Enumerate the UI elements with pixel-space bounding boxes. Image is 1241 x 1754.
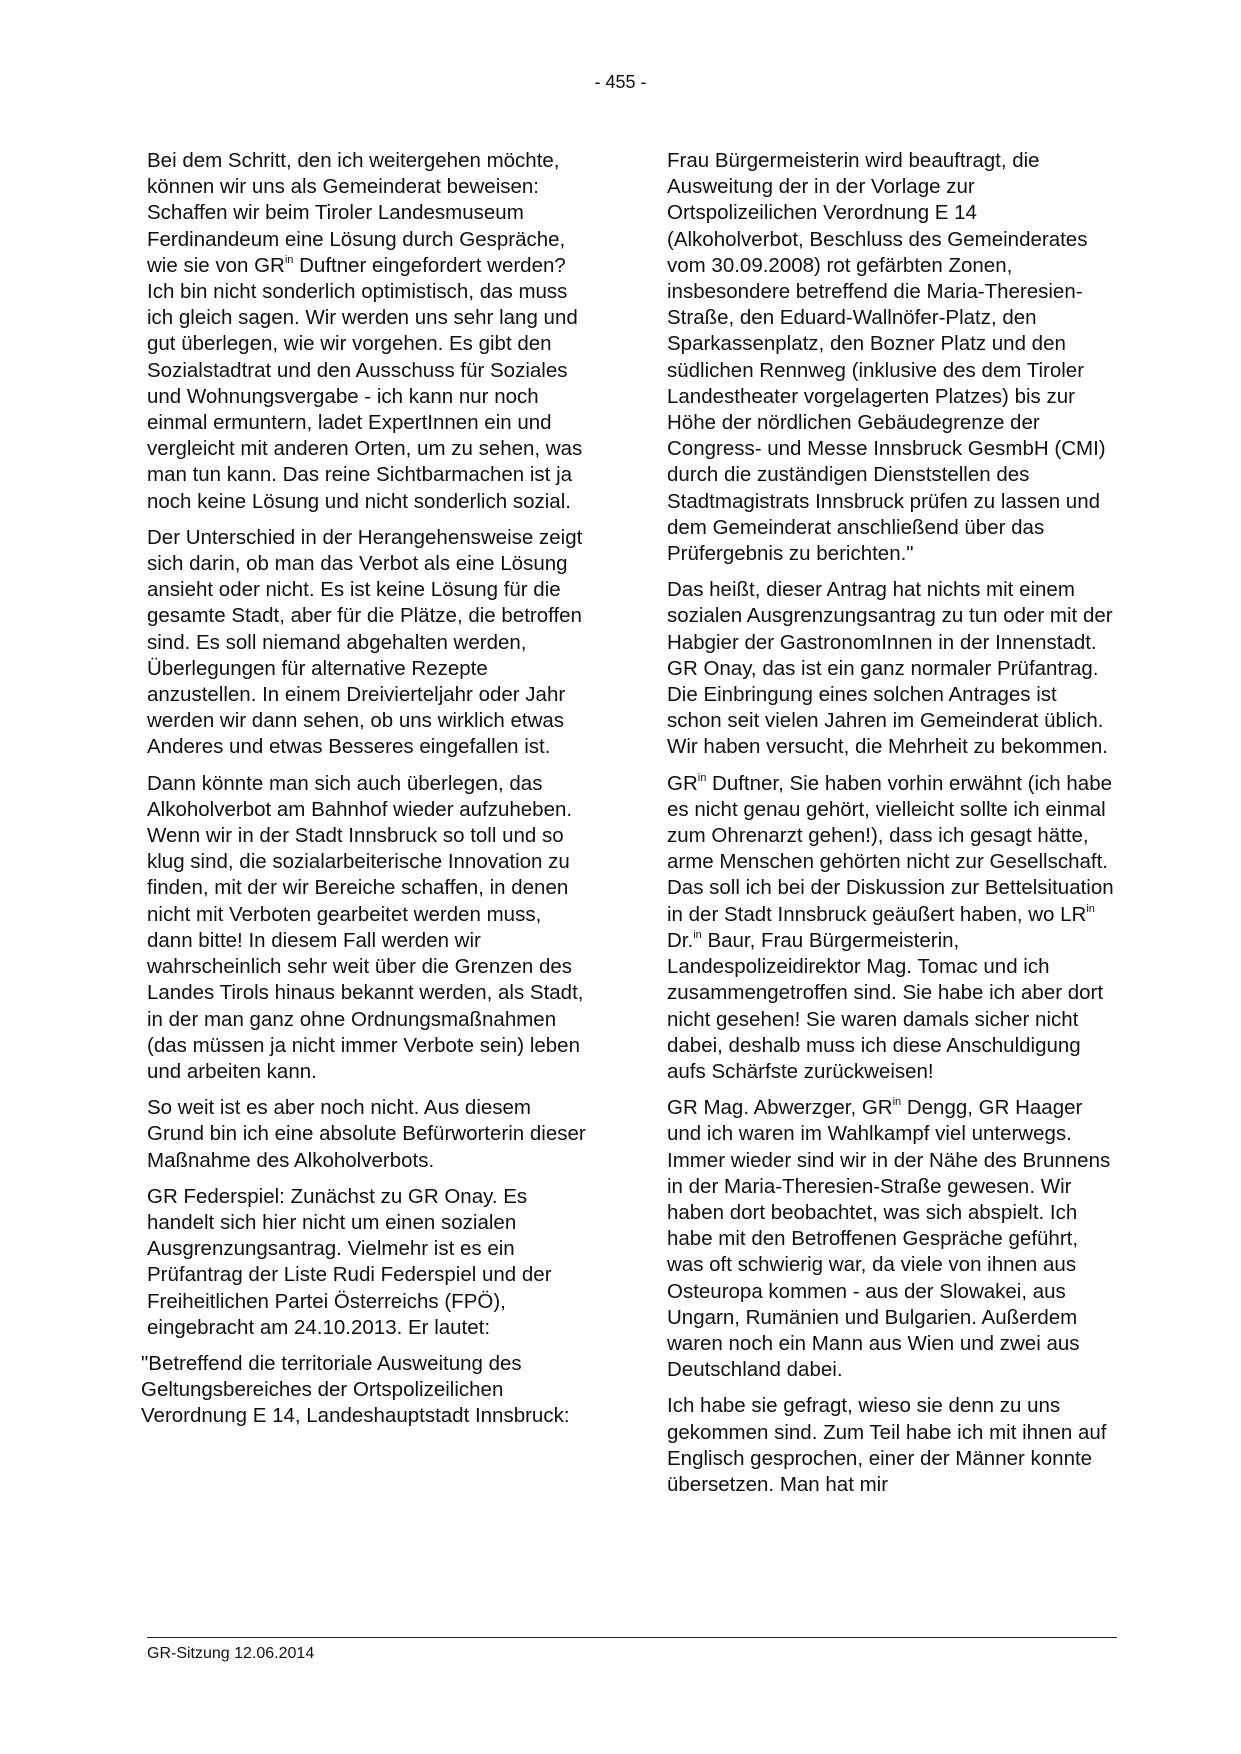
superscript: in bbox=[892, 1096, 902, 1109]
superscript: in bbox=[693, 929, 702, 942]
footer-divider bbox=[147, 1637, 1117, 1638]
paragraph: Bei dem Schritt, den ich weitergehen möchte, können wir uns als Gemeinderat beweisen: Schaffen wir beim Tiroler Landesmuseum Ferdinandeum eine Lösung durch Gespräche, wie sie von $GR^{in}$ Duftner eingefordert werden? Ich bin nicht sonderlich optimistisch, das muss ich gleich sagen. Wir werden uns sehr lang und gut überlegen, wie wir vorgehen. Es gibt den Sozialstadtrat und den Ausschuss für Soziales und Wohnungsvergabe - ich kann nur noch einmal ermuntern, ladet ExpertInnen ein und vergleicht mit anderen Orten, um zu sehen, was man tun kann. Das reine Sichtbarmachen ist ja noch keine Lösung und nicht sonderlich sozial. bbox=[147, 149, 583, 513]
paragraph: GR Mag. Abwerzger, $GR^{in}$ Dengg, GR Haager und ich waren im Wahlkampf viel unterwegs. Immer wieder sind wir in der Nähe des Brunnens in der Maria-Theresien-Straße gewesen. Wir haben dort beobachtet, was sich abspielt. Ich habe mit den Betroffenen Gespräche geführt, was oft schwierig war, da viele von ihnen aus Osteuropa kommen - aus der Slowakei, aus Ungarn, Rumänien und Bulgarien. Außerdem waren noch ein Mann aus Wien und zwei aus Deutschland dabei. bbox=[667, 1096, 1111, 1382]
paragraph: Frau Bürgermeisterin wird beauftragt, die Ausweitung der in der Vorlage zur Ortspolizeilichen Verordnung E 14 (Alkoholverbot, Beschluss des Gemeinderates vom 30.09.2008) rot gefärbten Zonen, insbesondere betreffend die Maria-Theresien-Straße, den Eduard-Wallnöfer-Platz, den Sparkassenplatz, den Bozner Platz und den südlichen Rennweg (inklusive des dem Tiroler Landestheater vorgelagerten Platzes) bis zur Höhe der nördlichen Gebäudegrenze der Congress- und Messe Innsbruck GesmbH (CMI) durch die zuständigen Dienststellen des Stadtmagistrats Innsbruck prüfen zu lassen und dem Gemeinderat anschließend über das Prüfergebnis zu berichten." bbox=[667, 149, 1106, 566]
left-column bbox=[141, 148, 587, 1440]
paragraph: GR Federspiel: Zunächst zu GR Onay. Es handelt sich hier nicht um einen sozialen Ausgrenzungsantrag. Vielmehr ist es ein Prüfantrag der Liste Rudi Federspiel und der Freiheitlichen Partei Österreichs (FPÖ), eingebracht am 24.10.2013. Er lautet: bbox=[147, 1184, 552, 1339]
paragraph: Ich habe sie gefragt, wieso sie denn zu uns gekommen sind. Zum Teil habe ich mit ihnen auf Englisch gesprochen, einer der Männer konnte übersetzen. Man hat mir bbox=[667, 1394, 1107, 1496]
paragraph: Der Unterschied in der Herangehensweise zeigt sich darin, ob man das Verbot als eine Lösung ansieht oder nicht. Es ist keine Lösung für die gesamte Stadt, aber für die Plätze, die betroffen sind. Es soll niemand abgehalten werden, Überlegungen für alternative Rezepte anzustellen. In einem Dreivierteljahr oder Jahr werden wir dann sehen, ob uns wirklich etwas Anderes und etwas Besseres eingefallen ist. bbox=[147, 525, 583, 759]
superscript: in bbox=[284, 253, 294, 266]
footer-text: GR-Sitzung 12.06.2014 bbox=[147, 1645, 315, 1662]
paragraph: So weit ist es aber noch nicht. Aus diesem Grund bin ich eine absolute Befürworterin dieser Maßnahme des Alkoholverbots. bbox=[147, 1096, 586, 1172]
superscript: in bbox=[697, 771, 707, 784]
right-column bbox=[667, 148, 1117, 1508]
page-number: - 455 - bbox=[594, 72, 647, 92]
paragraph: Dann könnte man sich auch überlegen, das Alkoholverbot am Bahnhof wieder aufzuheben. Wenn wir in der Stadt Innsbruck so toll und so klug sind, die sozialarbeiterische Innovation zu finden, mit der wir Bereiche schaffen, in denen nicht mit Verboten gearbeitet werden muss, dann bitte! In diesem Fall werden wir wahrscheinlich sehr weit über die Grenzen des Landes Tirols hinaus bekannt werden, als Stadt, in der man ganz ohne Ordnungsmaßnahmen (das müssen ja nicht immer Verbote sein) leben und arbeiten kann. bbox=[147, 771, 584, 1083]
paragraph: Das heißt, dieser Antrag hat nichts mit einem sozialen Ausgrenzungsantrag zu tun oder mit der Habgier der GastronomInnen in der Innenstadt. GR Onay, das ist ein ganz normaler Prüfantrag. Die Einbringung eines solchen Antrages ist schon seit vielen Jahren im Gemeinderat üblich. Wir haben versucht, die Mehrheit zu bekommen. bbox=[667, 578, 1113, 759]
paragraph: $GR^{in}$ Duftner, Sie haben vorhin erwähnt (ich habe es nicht genau gehört, vielleicht sollte ich einmal zum Ohrenarzt gehen!), dass ich gesagt hätte, arme Menschen gehörten nicht zur Gesellschaft. Das soll ich bei der Diskussion zur Bettelsituation in der Stadt Innsbruck geäußert haben, wo $LR^{in}$ Dr.$^{in}$ Baur, Frau Bürgermeisterin, Landespolizeidirektor Mag. Tomac und ich zusammengetroffen sind. Sie habe ich aber dort nicht gesehen! Sie waren damals sicher nicht dabei, deshalb muss ich diese Anschuldigung aufs Schärfste zurückweisen! bbox=[667, 771, 1114, 1083]
quote-paragraph: "Betreffend die territoriale Ausweitung des Geltungsbereiches der Ortspolizeilichen Verordnung E 14, Landeshauptstadt Innsbruck: bbox=[141, 1351, 570, 1428]
superscript: in bbox=[1086, 902, 1095, 915]
